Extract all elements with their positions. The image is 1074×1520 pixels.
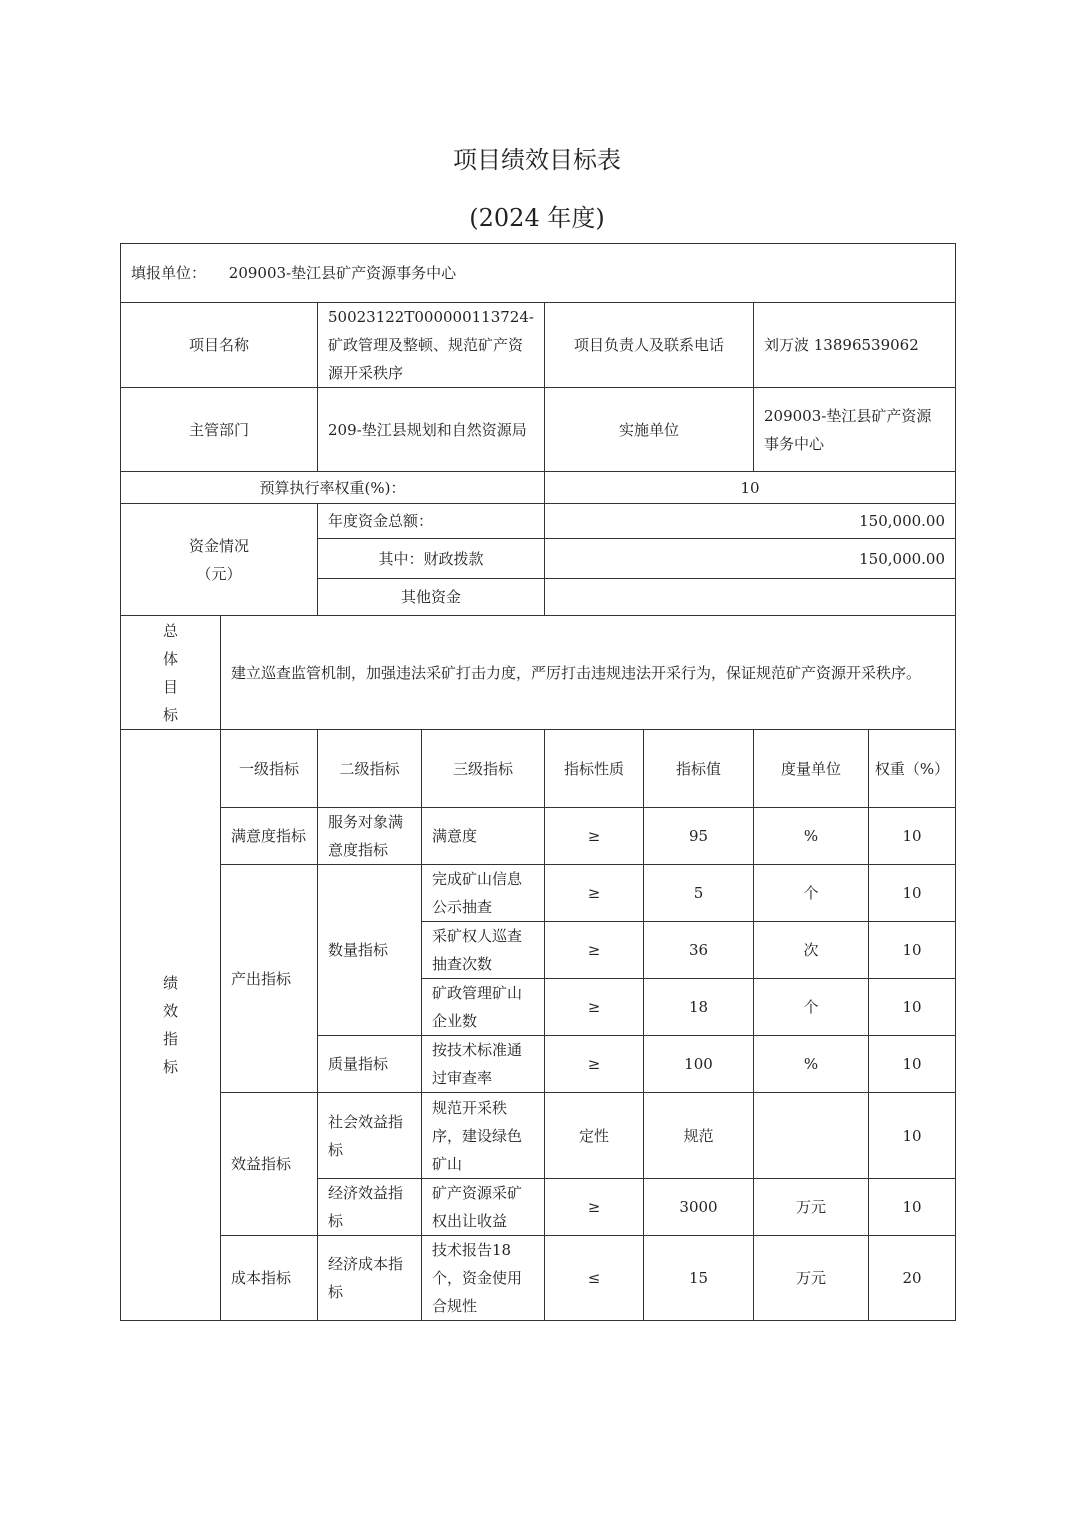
filler-label: 填报单位： (131, 264, 207, 282)
dept-row (121, 388, 956, 472)
level3-cell: 按技术标准通过审查率 (422, 1036, 545, 1093)
funds-fiscal-label: 其中：财政拨款 (318, 539, 545, 579)
dept-label: 主管部门 (121, 388, 318, 472)
goal-label-char: 标 (162, 705, 178, 724)
nature-cell: 定性 (545, 1093, 644, 1179)
goal-label-char: 体 (162, 649, 178, 668)
level3-cell: 满意度 (422, 808, 545, 865)
filler-row (121, 244, 956, 303)
nature-cell: ≥ (545, 979, 644, 1036)
weight-cell: 10 (869, 979, 956, 1036)
level2-cell: 服务对象满意度指标 (318, 808, 422, 865)
indicator-label-char: 绩 (162, 974, 178, 992)
unit-cell: 万元 (754, 1179, 869, 1236)
funds-total-label: 年度资金总额： (318, 504, 545, 539)
value-cell: 18 (644, 979, 754, 1036)
nature-cell: ≥ (545, 922, 644, 979)
goal-label-char: 目 (162, 677, 178, 696)
level3-cell: 矿产资源采矿权出让收益 (422, 1179, 545, 1236)
nature-cell: ≥ (545, 1179, 644, 1236)
contact-label: 项目负责人及联系电话 (545, 303, 754, 388)
value-cell: 3000 (644, 1179, 754, 1236)
indicator-label-char: 效 (162, 1002, 178, 1020)
budget-value: 10 (545, 472, 956, 504)
goal-text: 建立巡查监管机制，加强违法采矿打击力度，严厉打击违规违法开采行为，保证规范矿产资源开采秩序。 (221, 616, 956, 730)
level3-cell: 规范开采秩序，建设绿色矿山 (422, 1093, 545, 1179)
header-nature: 指标性质 (545, 730, 644, 808)
nature-cell: ≥ (545, 1036, 644, 1093)
unit-cell: 个 (754, 979, 869, 1036)
goal-row (121, 616, 956, 730)
page-title: 项目绩效目标表 (453, 146, 621, 174)
funds-other-label: 其他资金 (318, 579, 545, 616)
header-level1: 一级指标 (221, 730, 318, 808)
nature-cell: ≥ (545, 865, 644, 922)
header-level3: 三级指标 (422, 730, 545, 808)
level3-cell: 技术报告18个，资金使用合规性 (422, 1236, 545, 1321)
weight-cell: 20 (869, 1236, 956, 1321)
weight-cell: 10 (869, 1093, 956, 1179)
level3-cell: 矿政管理矿山企业数 (422, 979, 545, 1036)
table-row (121, 808, 956, 865)
level1-cell: 效益指标 (221, 1093, 318, 1236)
funds-fiscal-value: 150,000.00 (545, 539, 956, 579)
impl-label: 实施单位 (545, 388, 754, 472)
level2-cell: 社会效益指标 (318, 1093, 422, 1179)
funds-label-line2: （元） (196, 564, 242, 583)
level3-cell: 完成矿山信息公示抽查 (422, 865, 545, 922)
filler-value: 209003-垫江县矿产资源事务中心 (228, 264, 457, 282)
level1-cell: 成本指标 (221, 1236, 318, 1321)
unit-cell: 个 (754, 865, 869, 922)
performance-table (120, 243, 956, 1321)
dept-value: 209-垫江县规划和自然资源局 (318, 388, 545, 472)
level1-cell: 产出指标 (221, 865, 318, 1093)
unit-cell: % (754, 808, 869, 865)
indicator-label-char: 标 (162, 1058, 178, 1076)
funds-total-row (121, 504, 956, 539)
header-value: 指标值 (644, 730, 754, 808)
nature-cell: ≤ (545, 1236, 644, 1321)
unit-cell (754, 1093, 869, 1179)
project-name-value: 50023122T000000113724-矿政管理及整顿、规范矿产资源开采秩序 (318, 303, 545, 388)
project-name-label: 项目名称 (121, 303, 318, 388)
value-cell: 规范 (644, 1093, 754, 1179)
project-name-row (121, 303, 956, 388)
budget-row (121, 472, 956, 504)
indicator-label-char: 指 (162, 1030, 178, 1048)
funds-total-value: 150,000.00 (545, 504, 956, 539)
level2-cell: 数量指标 (318, 865, 422, 1036)
table-row (121, 865, 956, 922)
unit-cell: 次 (754, 922, 869, 979)
indicator-label (121, 730, 221, 1321)
contact-value: 刘万波 13896539062 (754, 303, 956, 388)
weight-cell: 10 (869, 865, 956, 922)
indicator-header-row (121, 730, 956, 808)
level2-cell: 经济成本指标 (318, 1236, 422, 1321)
weight-cell: 10 (869, 1179, 956, 1236)
goal-label (121, 616, 221, 730)
weight-cell: 10 (869, 808, 956, 865)
header-unit: 度量单位 (754, 730, 869, 808)
weight-cell: 10 (869, 922, 956, 979)
value-cell: 95 (644, 808, 754, 865)
header-level2: 二级指标 (318, 730, 422, 808)
weight-cell: 10 (869, 1036, 956, 1093)
value-cell: 100 (644, 1036, 754, 1093)
budget-label: 预算执行率权重(%)： (121, 472, 545, 504)
nature-cell: ≥ (545, 808, 644, 865)
page-subtitle: (2024 年度) (469, 204, 605, 232)
value-cell: 36 (644, 922, 754, 979)
level2-cell: 质量指标 (318, 1036, 422, 1093)
header-weight: 权重（%） (869, 730, 956, 808)
funds-other-value (545, 579, 956, 616)
table-row (121, 1236, 956, 1321)
table-row (121, 1093, 956, 1179)
unit-cell: % (754, 1036, 869, 1093)
filler-cell (121, 244, 956, 303)
level1-cell: 满意度指标 (221, 808, 318, 865)
value-cell: 15 (644, 1236, 754, 1321)
funds-label-line1: 资金情况 (188, 536, 249, 555)
funds-label (121, 504, 318, 616)
level2-cell: 经济效益指标 (318, 1179, 422, 1236)
goal-label-char: 总 (162, 621, 178, 640)
level3-cell: 采矿权人巡查抽查次数 (422, 922, 545, 979)
impl-value: 209003-垫江县矿产资源事务中心 (754, 388, 956, 472)
value-cell: 5 (644, 865, 754, 922)
unit-cell: 万元 (754, 1236, 869, 1321)
